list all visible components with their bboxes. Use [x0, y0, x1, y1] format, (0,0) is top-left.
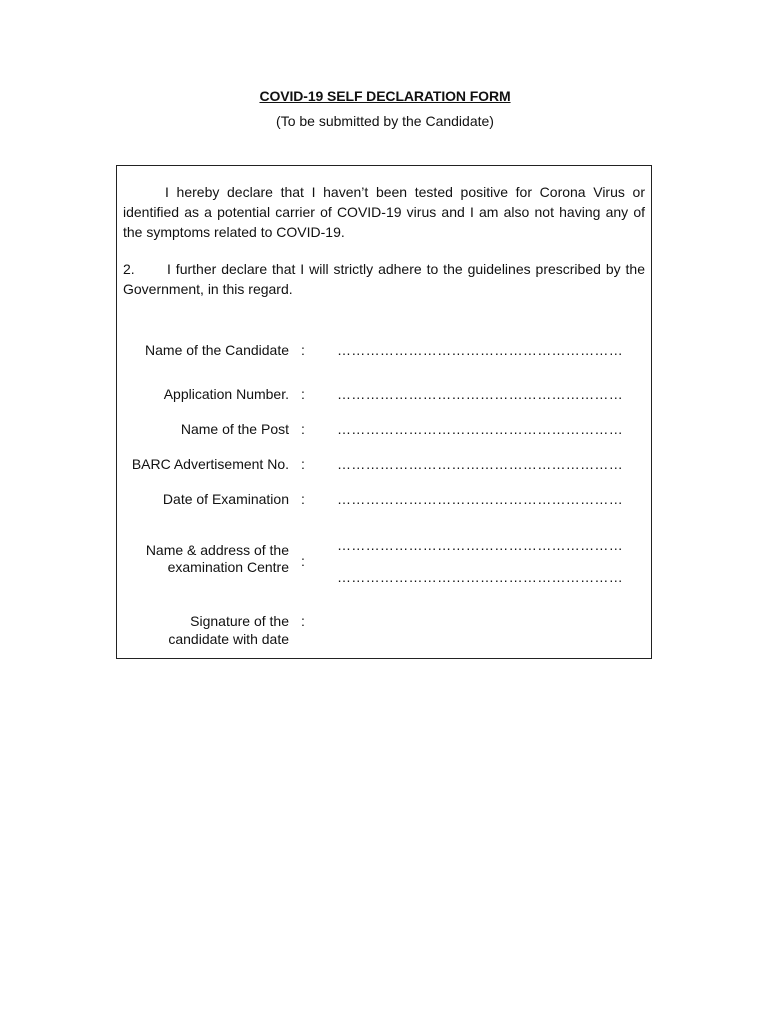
exam-date-blank[interactable]: ……………………………………………………: [337, 491, 623, 507]
post-name-blank[interactable]: ……………………………………………………: [337, 421, 623, 437]
field-colon: :: [301, 613, 305, 629]
declaration-paragraph-1: I hereby declare that I haven’t been tested positive for Corona Virus or identified as a potential carrier of COVID-19 virus and I am also not having any of the symptoms related to COVID-19.: [123, 184, 645, 240]
field-colon: :: [301, 491, 305, 507]
declaration-box: [116, 165, 652, 659]
exam-centre-blank-line1[interactable]: ……………………………………………………: [337, 537, 623, 553]
exam-date-label: Date of Examination: [162, 491, 289, 507]
advertisement-number-label: BARC Advertisement No.: [131, 456, 289, 472]
post-name-label: Name of the Post: [180, 421, 289, 437]
field-colon: :: [301, 421, 305, 437]
signature-label-line2: candidate with date: [168, 631, 289, 647]
form-title: COVID-19 SELF DECLARATION FORM: [259, 88, 511, 104]
application-number-label: Application Number.: [163, 386, 289, 402]
exam-centre-blank-line2[interactable]: ……………………………………………………: [337, 569, 623, 585]
exam-centre-label-line1: Name & address of the: [145, 542, 289, 558]
form-subtitle: (To be submitted by the Candidate): [276, 113, 494, 129]
signature-label-line1: Signature of the: [190, 613, 289, 629]
field-colon: :: [301, 342, 305, 358]
paragraph-number: 2.: [123, 261, 135, 277]
application-number-blank[interactable]: ……………………………………………………: [337, 386, 623, 402]
field-colon: :: [301, 456, 305, 472]
declaration-paragraph-2: [123, 259, 645, 299]
paragraph-2-text: I further declare that I will strictly adhere to the guidelines prescribed by the Government, in this regard.: [123, 261, 645, 297]
candidate-name-blank[interactable]: ……………………………………………………: [337, 342, 623, 358]
field-colon: :: [301, 386, 305, 402]
field-colon: :: [301, 553, 305, 569]
exam-centre-label-line2: examination Centre: [167, 559, 289, 575]
advertisement-number-blank[interactable]: ……………………………………………………: [337, 456, 623, 472]
candidate-name-label: Name of the Candidate: [145, 342, 289, 358]
